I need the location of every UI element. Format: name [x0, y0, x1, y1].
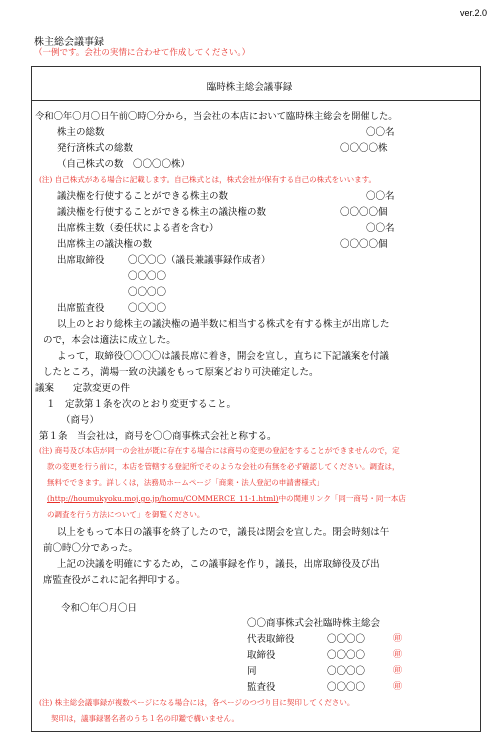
- date-line: 令和〇年〇月〇日: [61, 603, 138, 614]
- total-shareholders-value: 〇〇名: [366, 127, 395, 138]
- signer-role: 同: [247, 666, 257, 677]
- voting-rights-label: 議決権を行使することができる株主の議決権の数: [57, 207, 267, 218]
- company-name: 〇〇商事株式会社臨時株主総会: [247, 618, 381, 629]
- agenda-item: １ 定款第１条を次のとおり変更すること。: [46, 399, 237, 410]
- agenda-article: 第１条 当会社は，商号を〇〇商事株式会社と称する。: [39, 431, 277, 442]
- signer-role: 取締役: [247, 650, 276, 661]
- attending-rights-value: 〇〇〇〇個: [340, 239, 388, 250]
- voting-rights-value: 〇〇〇〇個: [340, 207, 388, 218]
- agenda-label: 議案 定款変更の件: [35, 383, 131, 394]
- voting-shareholders-label: 議決権を行使することができる株主の数: [57, 191, 229, 202]
- body-line-3: よって，取締役〇〇〇〇は議長席に着き，開会を宣し，直ちに下記議案を付議: [57, 351, 389, 362]
- signer-role: 監査役: [247, 682, 276, 693]
- seal-mark: ㊞: [393, 666, 403, 676]
- closing-line-1: 以上をもって本日の議事を終了したので，議長は閉会を宣した。閉会時刻は午: [57, 527, 390, 538]
- issued-shares-label: 発行済株式の総数: [57, 143, 134, 154]
- body-line-1: 以上のとおり総株主の議決権の過半数に相当する株式を有する株主が出席した: [57, 319, 390, 330]
- signer-name: 〇〇〇〇: [327, 682, 366, 693]
- note-trade-name-line-4: [47, 493, 406, 504]
- signer-name: 〇〇〇〇: [327, 666, 366, 677]
- seal-mark: ㊞: [393, 650, 403, 660]
- seal-mark: ㊞: [393, 634, 403, 644]
- title-divider: [31, 100, 481, 101]
- director-third: 〇〇〇〇: [128, 287, 167, 298]
- signer-name: 〇〇〇〇: [327, 650, 366, 661]
- closing-line-4: 席監査役がこれに記名押印する。: [43, 575, 186, 586]
- version-label: ver.2.0: [459, 8, 487, 18]
- agenda-subhead: （商号）: [61, 415, 100, 426]
- director-first: 〇〇〇〇（議長兼議事録作成者）: [128, 255, 271, 266]
- closing-line-2: 前〇時〇分であった。: [43, 543, 138, 554]
- minutes-title: 臨時株主総会議事録: [206, 82, 293, 93]
- total-shareholders-label: 株主の総数: [57, 127, 105, 138]
- directors-label: 出席取締役: [57, 255, 105, 266]
- director-second: 〇〇〇〇: [128, 271, 167, 282]
- signer-name: 〇〇〇〇: [327, 634, 366, 645]
- body-line-2: ので，本会は適法に成立した。: [43, 335, 176, 346]
- auditor-label: 出席監査役: [57, 303, 105, 314]
- note-trade-name-line-5: の調査を行う方法について」を御覧ください。: [47, 510, 205, 519]
- seal-mark: ㊞: [393, 682, 403, 692]
- note-trade-name-line-2: 款の変更を行う前に，本店を管轄する登記所でそのような会社の有無を必ず確認してください。調査は，: [47, 462, 400, 471]
- body-line-4: したところ，満場一致の決議をもって原案どおり可決確定した。: [43, 367, 319, 378]
- signer-role: 代表取締役: [247, 634, 295, 645]
- attending-label: 出席株主数（委任状による者を含む）: [57, 223, 219, 234]
- note-trade-name-line-3: 無料でできます。詳しくは，法務局ホームページ「商業・法人登記の申請書様式」: [47, 478, 324, 487]
- note-treasury: (注) 自己株式がある場合に記載します。自己株式とは，株式会社が保有する自己の株式をいいます。: [39, 175, 377, 184]
- doc-note: （一例です。会社の実情に合わせて作成してください。）: [34, 48, 251, 58]
- doc-title: 株主総会議事録: [34, 37, 104, 48]
- attending-value: 〇〇名: [366, 223, 395, 234]
- attending-rights-label: 出席株主の議決権の数: [57, 239, 153, 250]
- homukyoku-link[interactable]: (http://houmukyoku.moj.go.jp/homu/COMMERCE_11-1.html): [47, 494, 279, 503]
- note-trade-name-line-1: (注) 商号及び本店が同一の会社が既に存在する場合には商号の変更の登記をすることができませんので，定: [39, 446, 400, 455]
- treasury-shares: （自己株式の数 〇〇〇〇株）: [57, 159, 191, 170]
- voting-shareholders-value: 〇〇名: [366, 191, 395, 202]
- note-seal-line-1: (注) 株主総会議事録が複数ページになる場合には，各ページのつづり目に契印してください。: [39, 698, 355, 707]
- closing-line-3: 上記の決議を明確にするため，この議事録を作り，議長，出席取締役及び出: [57, 559, 380, 570]
- note-trade-name-line-4-rest: 中の関連リンク「同一商号・同一本店: [278, 494, 406, 503]
- note-seal-line-2: 契印は，議事録署名者のうち１名の印鑑で構いません。: [51, 714, 239, 723]
- issued-shares-value: 〇〇〇〇株: [340, 143, 388, 154]
- auditor-name: 〇〇〇〇: [128, 303, 167, 314]
- opening-text: 令和〇年〇月〇日午前〇時〇分から，当会社の本店において臨時株主総会を開催した。: [35, 111, 398, 122]
